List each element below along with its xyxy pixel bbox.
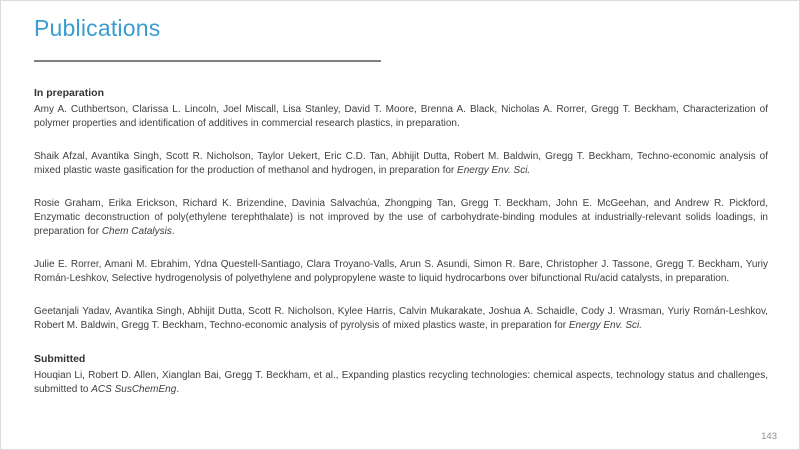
publication-entry [34,258,768,286]
publication-entry [34,103,768,131]
section-heading: Submitted [34,353,86,365]
section-entries [34,369,768,397]
page-title: Publications [34,15,161,41]
publication-section [34,86,768,333]
entry-text: Julie E. Rorrer, Amani M. Ebrahim, Ydna Questell-Santiago, Clara Troyano-Valls, Arun S. Asundi, Simon R. Bare, Christopher J. Tassone, Gregg T. Beckham, Yuriy Román-Leshkov, Selective hydrogenolysis of polyethylene and polypropylene waste to liquid hydrocarbons over bifunctional Ru/acid catalysts, in preparation. [34,259,768,284]
title-underline [34,60,381,62]
entry-journal: Energy Env. Sci. [457,165,531,176]
publication-section [34,352,768,397]
entry-text: Shaik Afzal, Avantika Singh, Scott R. Nicholson, Taylor Uekert, Eric C.D. Tan, Abhijit Dutta, Robert M. Baldwin, Gregg T. Beckham, Techno-economic analysis of mixed plastic waste gasification for the production of methanol and hydrogen, in preparation for [34,151,768,176]
entry-journal: Chem Catalysis [101,226,172,237]
publication-entry [34,150,768,178]
entry-after: . [171,226,175,237]
entry-text: Amy A. Cuthbertson, Clarissa L. Lincoln, Joel Miscall, Lisa Stanley, David T. Moore, Brenna A. Black, Nicholas A. Rorrer, Gregg T. Beckham, Characterization of polymer properties and identification of additives in commercial research plastics, in preparation. [34,104,768,129]
entry-text: Rosie Graham, Erika Erickson, Richard K. Brizendine, Davinia Salvachúa, Zhongping Tan, Gregg T. Beckham, John E. McGeehan, and Andrew R. Pickford, Enzymatic deconstruction of poly(ethylene terephthalate) is not improved by the use of carbohydrate-binding modules at industrially-relevant solids loadings, in preparation for [34,198,768,237]
entry-journal: Energy Env. Sci. [568,320,643,331]
publication-entry [34,369,768,397]
publication-entry [34,197,768,239]
entry-after: . [176,384,180,395]
page-number: 143 [761,431,777,442]
publications-list [34,86,768,416]
section-heading: In preparation [34,87,105,99]
section-entries [34,103,768,333]
entry-text: Geetanjali Yadav, Avantika Singh, Abhijit Dutta, Scott R. Nicholson, Kylee Harris, Calvin Mukarakate, Joshua A. Schaidle, Cody J. Wrasman, Yuriy Román-Leshkov, Robert M. Baldwin, Gregg T. Beckham, Techno-economic analysis of pyrolysis of mixed plastics waste, in preparation for [34,306,768,331]
entry-text: Houqian Li, Robert D. Allen, Xianglan Bai, Gregg T. Beckham, et al., Expanding plastics recycling technologies: chemical aspects, technology status and challenges, submitted to [34,370,768,395]
entry-journal: ACS SusChemEng [91,384,177,395]
publication-entry [34,305,768,333]
